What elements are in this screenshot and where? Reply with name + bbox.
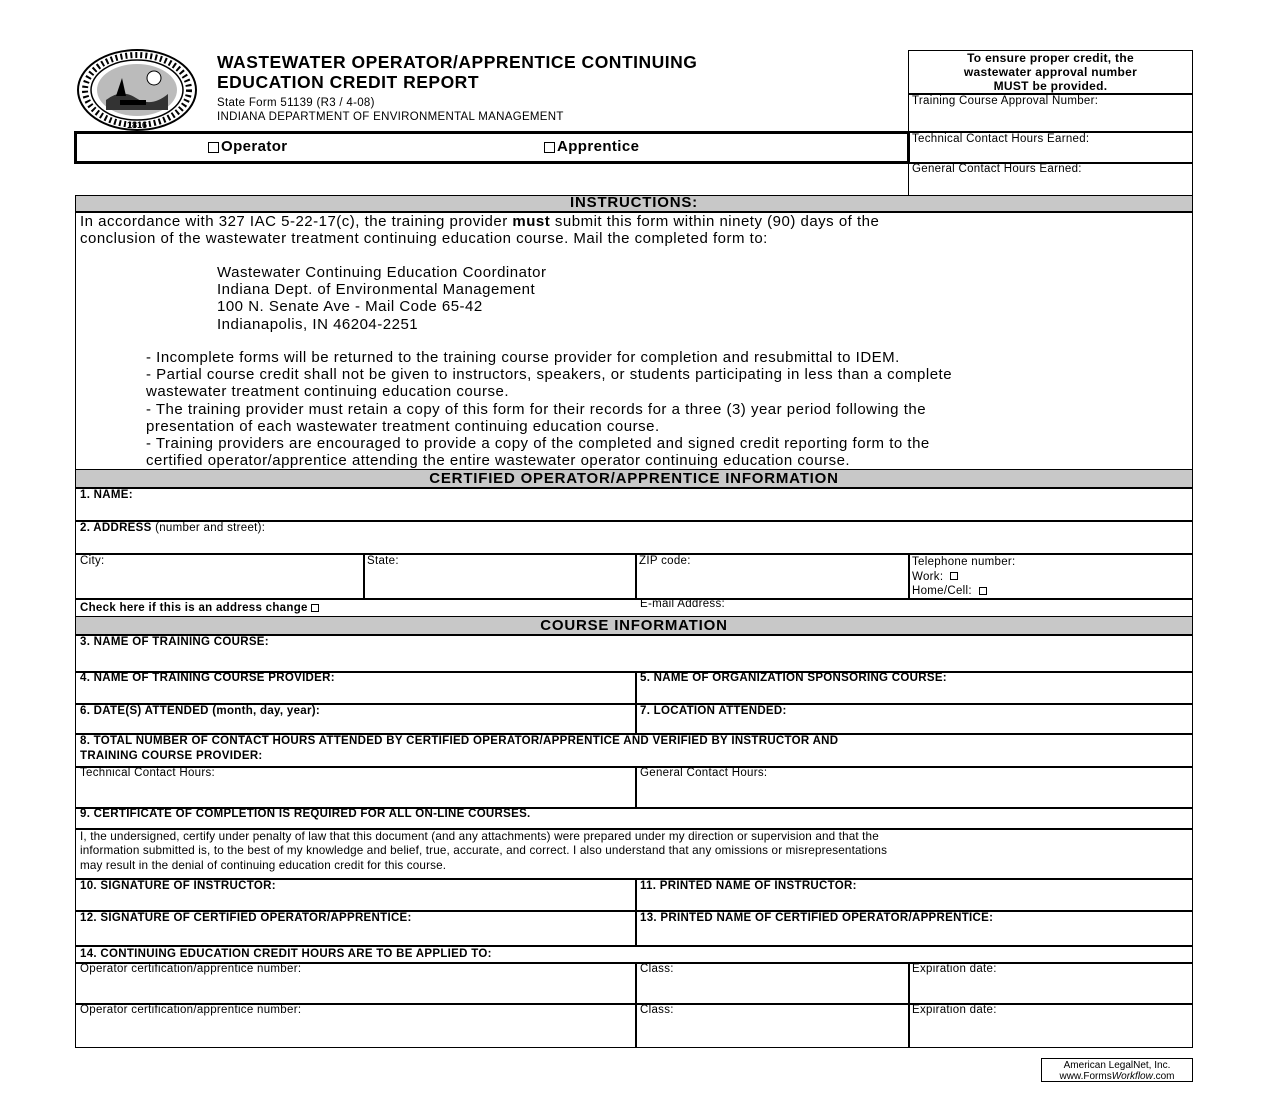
address-line1: Wastewater Continuing Education Coordinator (217, 264, 547, 281)
apprentice-option[interactable] (544, 138, 639, 155)
operator-signature-label: 12. SIGNATURE OF CERTIFIED OPERATOR/APPRENTICE: (80, 912, 412, 924)
technical-hours-label: Technical Contact Hours: (80, 767, 216, 779)
bullet-3-line1: - The training provider must retain a copy of this form for their records for a three (3) year period following the (146, 400, 927, 418)
expiration-field-1[interactable] (911, 978, 1190, 1002)
address-label-rest: (number and street): (155, 522, 266, 534)
sponsor-label: 5. NAME OF ORGANIZATION SPONSORING COURSE: (640, 672, 947, 684)
seal-year: 1816 (126, 120, 148, 130)
general-hours-label: General Contact Hours: (640, 767, 768, 779)
bullet-4-line1: - Training providers are encouraged to provide a copy of the completed and signed credit reporting form to the (146, 435, 930, 453)
city-label: City: (80, 555, 105, 567)
publisher-website (1042, 1071, 1192, 1082)
agency-name: INDIANA DEPARTMENT OF ENVIRONMENTAL MANAGEMENT (217, 111, 564, 123)
operator-name-field[interactable] (638, 927, 1190, 942)
operator-option[interactable] (208, 138, 288, 155)
total-hours-line2: TRAINING COURSE PROVIDER: (80, 749, 263, 762)
certification-statement (80, 830, 887, 873)
bullet-4-line2: certified operator/apprentice attending the entire wastewater operator continuing education course. (146, 452, 851, 470)
expiration-label-1: Expiration date: (912, 963, 997, 975)
city-field[interactable] (78, 570, 360, 596)
cert-number-label-2: Operator certification/apprentice number: (80, 1004, 302, 1016)
publisher-badge (1041, 1058, 1193, 1082)
intro-after: submit this form within ninety (90) days of the (554, 213, 880, 230)
course-info-heading: COURSE INFORMATION (540, 617, 728, 634)
certification-line2: information submitted is, to the best of my knowledge and belief, true, accurate, and correct. I also understand that any omissions or misrepresentations (80, 844, 888, 858)
instruction-bullets (146, 349, 952, 469)
general-hours-earned-field[interactable] (910, 177, 1190, 195)
operator-label: Operator (221, 138, 288, 155)
instructor-name-label: 11. PRINTED NAME OF INSTRUCTOR: (640, 880, 857, 892)
approval-notice-line3: MUST be provided. (993, 79, 1108, 93)
dates-attended-field[interactable] (78, 719, 633, 733)
expiration-label-2: Expiration date: (912, 1004, 997, 1016)
apply-to-label: 14. CONTINUING EDUCATION CREDIT HOURS ARE TO BE APPLIED TO: (80, 948, 492, 960)
instructor-signature-field[interactable] (78, 895, 633, 910)
website-suffix: .com (1152, 1071, 1175, 1082)
website-prefix: www.Forms (1059, 1071, 1112, 1082)
role-selector-box (74, 131, 910, 164)
bullet-2-line1: - Partial course credit shall not be given to instructors, speakers, or students participating in less than a complete (146, 366, 953, 384)
bullet-1: - Incomplete forms will be returned to the training course provider for completion and resubmittal to IDEM. (146, 349, 900, 366)
approval-number-label: Training Course Approval Number: (912, 95, 1099, 107)
address-line2: Indiana Dept. of Environmental Management (217, 281, 536, 299)
email-label: E-mail Address: (640, 598, 726, 610)
total-hours-line1: 8. TOTAL NUMBER OF CONTACT HOURS ATTENDED BY CERTIFIED OPERATOR/APPRENTICE AND VERIFIED BY INSTRUCTOR AND (80, 735, 839, 747)
sponsor-field[interactable] (638, 687, 1190, 703)
approval-notice-line2: wastewater approval number (963, 65, 1138, 79)
technical-hours-earned-field[interactable] (910, 147, 1190, 161)
telephone-block (912, 555, 1016, 599)
certification-line3: may result in the denial of continuing education credit for this course. (80, 858, 447, 872)
cert-number-label-1: Operator certification/apprentice number: (80, 963, 302, 975)
zip-field[interactable] (638, 570, 905, 596)
class-field-2[interactable] (638, 1019, 905, 1045)
work-phone-checkbox[interactable] (950, 572, 958, 580)
intro-line2: conclusion of the wastewater treatment continuing education course. Mail the completed form to: (80, 230, 768, 248)
operator-info-heading: CERTIFIED OPERATOR/APPRENTICE INFORMATION (429, 470, 839, 487)
publisher-name: American LegalNet, Inc. (1063, 1060, 1171, 1071)
address-change-option[interactable] (80, 602, 319, 614)
address-label (80, 522, 265, 534)
course-name-field[interactable] (78, 651, 1190, 671)
provider-field[interactable] (78, 687, 633, 703)
expiration-field-2[interactable] (911, 1019, 1190, 1045)
class-label-1: Class: (640, 963, 674, 975)
dates-attended-label: 6. DATE(S) ATTENDED (month, day, year): (80, 705, 321, 717)
technical-hours-earned-label: Technical Contact Hours Earned: (912, 133, 1090, 145)
mailing-address (217, 264, 546, 333)
technical-hours-field[interactable] (78, 782, 633, 806)
intro-before: In accordance with 327 IAC 5-22-17(c), the training provider (80, 213, 508, 230)
operator-signature-field[interactable] (78, 927, 633, 942)
website-italic: Workflow (1111, 1071, 1153, 1082)
instructor-signature-label: 10. SIGNATURE OF INSTRUCTOR: (80, 880, 276, 892)
bullet-3-line2: presentation of each wastewater treatment continuing education course. (146, 417, 660, 435)
provider-label: 4. NAME OF TRAINING COURSE PROVIDER: (80, 672, 335, 684)
state-seal-icon (76, 48, 198, 132)
address-field[interactable] (340, 522, 1190, 552)
email-field[interactable] (760, 599, 1190, 615)
intro-must: must (512, 213, 551, 230)
operator-name-label: 13. PRINTED NAME OF CERTIFIED OPERATOR/APPRENTICE: (640, 912, 994, 924)
cert-number-field-2[interactable] (78, 1019, 633, 1045)
name-field[interactable] (160, 489, 1190, 519)
class-label-2: Class: (640, 1004, 674, 1016)
zip-label: ZIP code: (639, 555, 691, 567)
certificate-required-label: 9. CERTIFICATE OF COMPLETION IS REQUIRED FOR ALL ON-LINE COURSES. (80, 808, 531, 820)
instructions-intro (80, 213, 879, 247)
state-field[interactable] (366, 570, 632, 596)
approval-notice-line1: To ensure proper credit, the (967, 51, 1134, 65)
operator-checkbox[interactable] (208, 142, 219, 153)
form-title-line1: WASTEWATER OPERATOR/APPRENTICE CONTINUING (217, 52, 698, 72)
general-hours-field[interactable] (638, 782, 1190, 806)
home-phone-checkbox[interactable] (979, 587, 987, 595)
general-hours-earned-label: General Contact Hours Earned: (912, 163, 1082, 175)
work-phone-label: Work: (912, 570, 944, 583)
course-name-label: 3. NAME OF TRAINING COURSE: (80, 636, 269, 648)
location-label: 7. LOCATION ATTENDED: (640, 705, 787, 717)
home-phone-label: Home/Cell: (912, 585, 972, 597)
address-change-label: Check here if this is an address change (80, 602, 308, 614)
form-number: State Form 51139 (R3 / 4-08) (217, 97, 375, 109)
class-field-1[interactable] (638, 978, 905, 1002)
cert-number-field-1[interactable] (78, 978, 633, 1002)
apprentice-checkbox[interactable] (544, 142, 555, 153)
telephone-label: Telephone number: (912, 556, 1016, 568)
state-label: State: (367, 555, 399, 567)
location-field[interactable] (638, 719, 1190, 733)
instructions-heading: INSTRUCTIONS: (570, 194, 698, 211)
instructor-name-field[interactable] (638, 895, 1190, 910)
certification-line1: I, the undersigned, certify under penalty of law that this document (and any attachments) were prepared under my direction or supervision and that the (80, 830, 879, 843)
address-label-bold: 2. ADDRESS (80, 522, 152, 534)
approval-number-field[interactable] (910, 110, 1190, 130)
address-line4: Indianapolis, IN 46204-2251 (217, 315, 419, 333)
apprentice-label: Apprentice (557, 138, 640, 155)
form-title-line2: EDUCATION CREDIT REPORT (217, 72, 480, 92)
bullet-2-line2: wastewater treatment continuing education course. (146, 383, 510, 401)
total-hours-heading (80, 734, 838, 763)
address-line3: 100 N. Senate Ave - Mail Code 65-42 (217, 298, 483, 316)
name-label: 1. NAME: (80, 489, 133, 501)
address-change-checkbox[interactable] (311, 604, 319, 612)
